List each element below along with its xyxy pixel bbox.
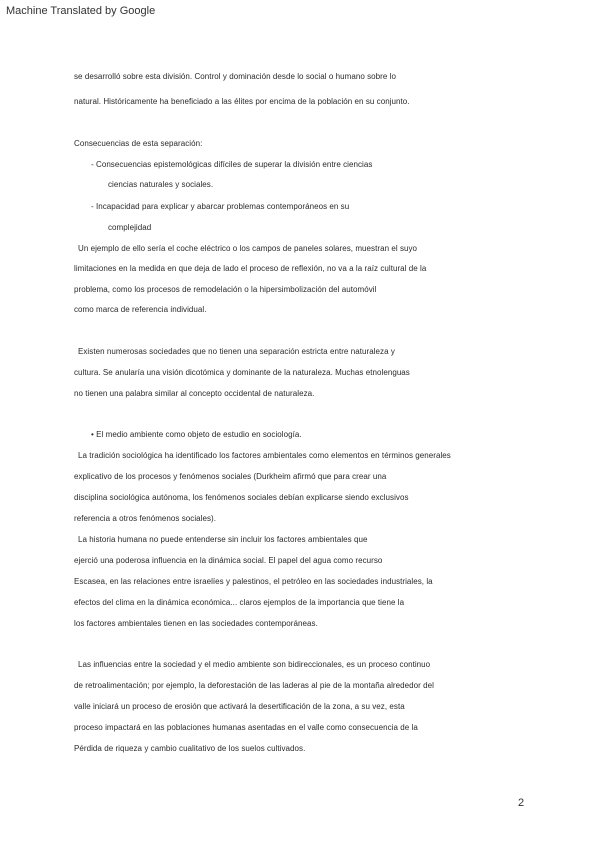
text-line: Un ejemplo de ello sería el coche eléctrico o los campos de paneles solares, muestran el suyo bbox=[78, 244, 418, 253]
text-line: valle iniciará un proceso de erosión que activará la desertificación de la zona, a su vez, esta bbox=[74, 702, 405, 711]
text-line: Las influencias entre la sociedad y el medio ambiente son bidireccionales, es un proceso continuo bbox=[78, 660, 431, 669]
text-line: se desarrolló sobre esta división. Control y dominación desde lo social o humano sobre lo bbox=[74, 72, 396, 81]
machine-translation-banner: Machine Translated by Google bbox=[6, 5, 156, 17]
bullet-item: - Consecuencias epistemológicas difíciles de superar la división entre ciencias bbox=[91, 160, 373, 169]
bullet-item-continuation: complejidad bbox=[108, 223, 152, 232]
text-line: los factores ambientales tienen en las sociedades contemporáneas. bbox=[74, 619, 318, 628]
text-line: natural. Históricamente ha beneficiado a las élites por encima de la población en su conjunto. bbox=[74, 97, 410, 106]
text-line: Escasea, en las relaciones entre israelíes y palestinos, el petróleo en las sociedades industriales, la bbox=[74, 577, 433, 586]
text-line: de retroalimentación; por ejemplo, la deforestación de las laderas al pie de la montaña alrededor del bbox=[74, 681, 434, 690]
text-line: disciplina sociológica autónoma, los fenómenos sociales debían explicarse siendo exclusivos bbox=[74, 493, 409, 502]
text-line: La tradición sociológica ha identificado los factores ambientales como elementos en términos generales bbox=[78, 451, 451, 460]
bullet-item: - Incapacidad para explicar y abarcar problemas contemporáneos en su bbox=[91, 202, 350, 211]
page-number: 2 bbox=[518, 797, 525, 809]
text-line: problema, como los procesos de remodelación o la hipersimbolización del automóvil bbox=[74, 285, 377, 294]
section-heading: Consecuencias de esta separación: bbox=[74, 139, 203, 148]
text-line: proceso impactará en las poblaciones humanas asentadas en el valle como consecuencia de la bbox=[74, 723, 418, 732]
bullet-item-continuation: ciencias naturales y sociales. bbox=[108, 180, 214, 189]
text-line: como marca de referencia individual. bbox=[74, 305, 207, 314]
text-line: no tienen una palabra similar al concepto occidental de naturaleza. bbox=[74, 389, 315, 398]
section-heading: • El medio ambiente como objeto de estudio en sociología. bbox=[91, 430, 302, 439]
text-line: limitaciones en la medida en que deja de lado el proceso de reflexión, no va a la raíz cultural de la bbox=[74, 264, 427, 273]
text-line: referencia a otros fenómenos sociales). bbox=[74, 514, 217, 523]
text-line: Pérdida de riqueza y cambio cualitativo de los suelos cultivados. bbox=[74, 744, 306, 753]
text-line: cultura. Se anularía una visión dicotómica y dominante de la naturaleza. Muchas etnolenguas bbox=[74, 368, 410, 377]
text-line: explicativo de los procesos y fenómenos sociales (Durkheim afirmó que para crear una bbox=[74, 472, 387, 481]
text-line: ejerció una poderosa influencia en la dinámica social. El papel del agua como recurso bbox=[74, 556, 383, 565]
text-line: efectos del clima en la dinámica económica... claros ejemplos de la importancia que tiene la bbox=[74, 598, 405, 607]
text-line: Existen numerosas sociedades que no tienen una separación estricta entre naturaleza y bbox=[78, 347, 395, 356]
text-line: La historia humana no puede entenderse sin incluir los factores ambientales que bbox=[78, 535, 368, 544]
